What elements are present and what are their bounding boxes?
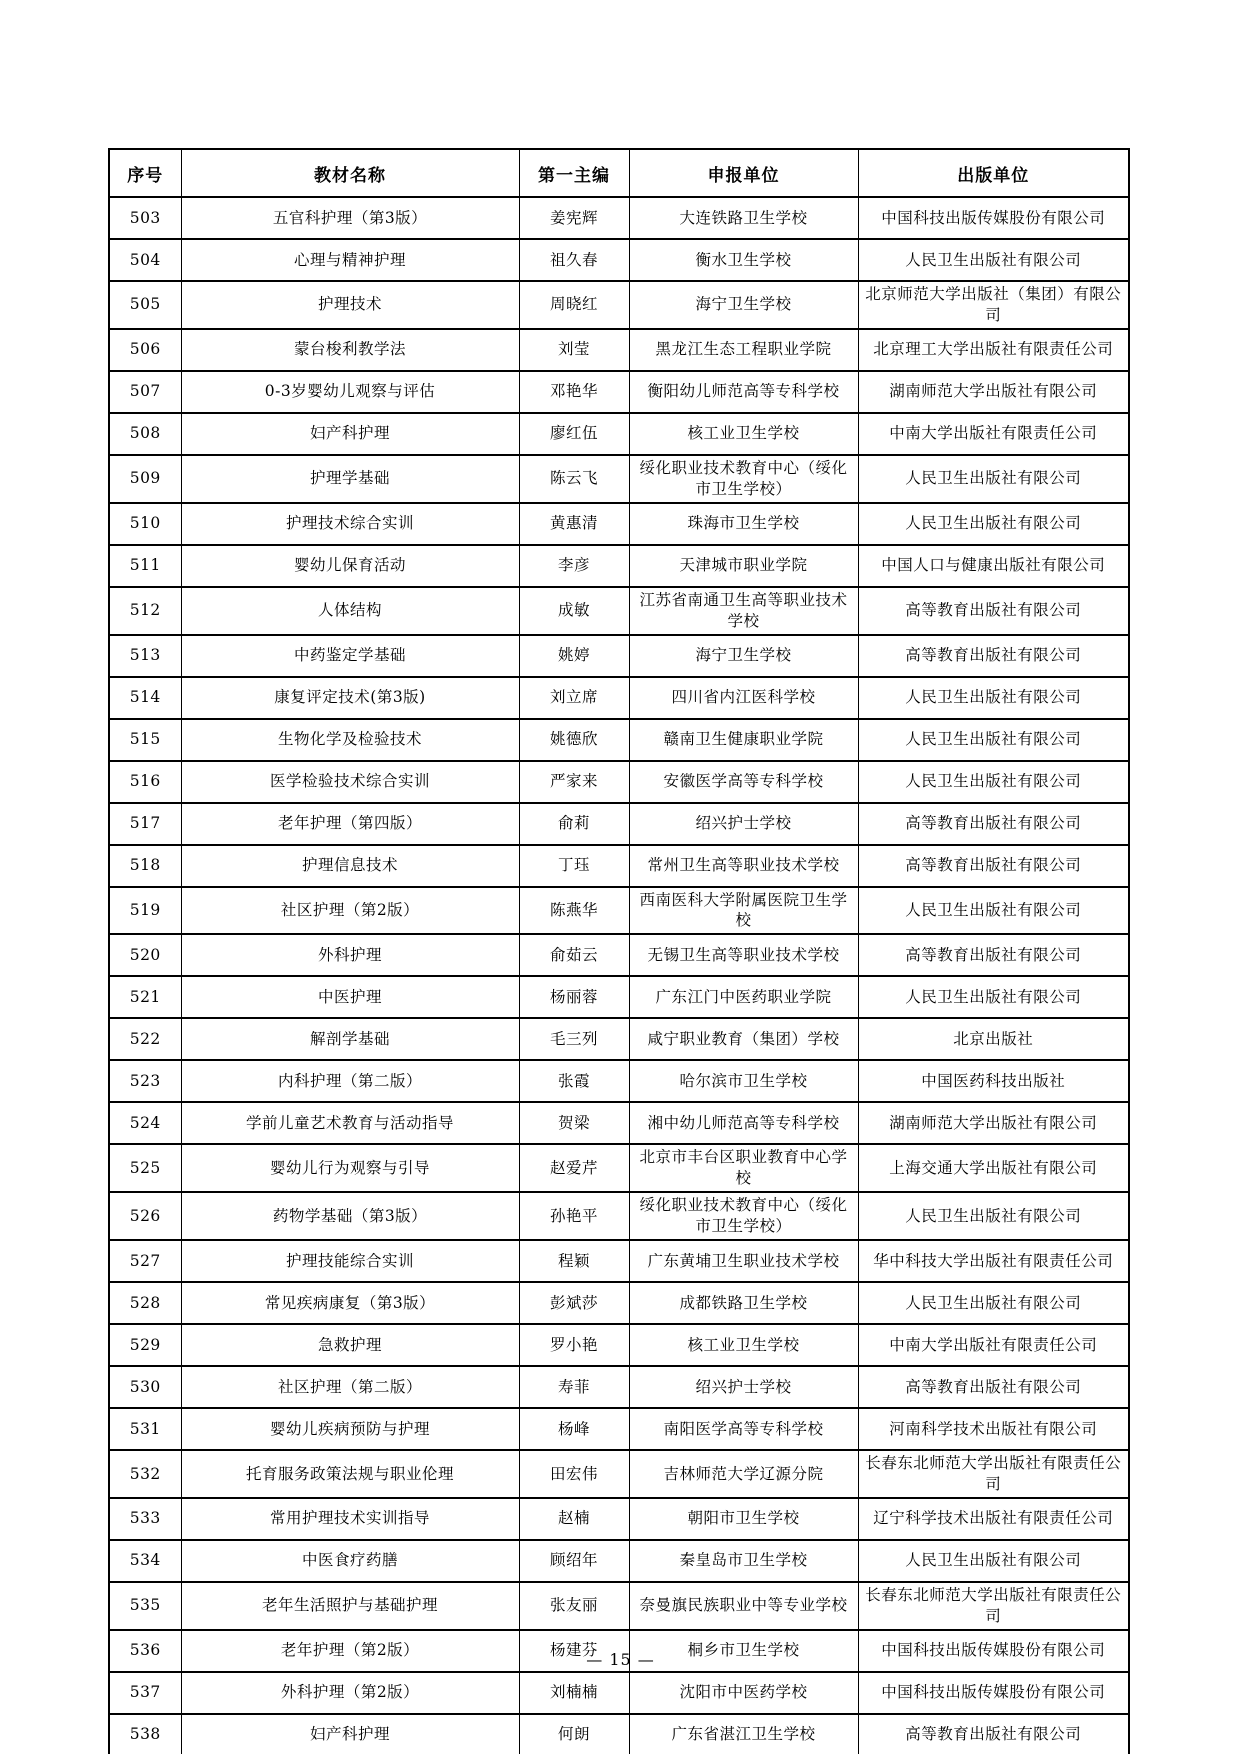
cell-applicant: 珠海市卫生学校 <box>629 503 858 545</box>
cell-editor: 成敏 <box>519 587 629 635</box>
cell-title: 生物化学及检验技术 <box>181 719 519 761</box>
cell-publisher: 人民卫生出版社有限公司 <box>858 503 1129 545</box>
table-row <box>109 1408 1129 1450</box>
table-row <box>109 887 1129 935</box>
table-row <box>109 413 1129 455</box>
table-row <box>109 503 1129 545</box>
table-row <box>109 719 1129 761</box>
cell-serial: 517 <box>109 803 181 845</box>
cell-serial: 532 <box>109 1450 181 1498</box>
cell-title: 妇产科护理 <box>181 1714 519 1754</box>
header-row <box>109 149 1129 197</box>
table-row <box>109 1672 1129 1714</box>
cell-publisher: 北京出版社 <box>858 1018 1129 1060</box>
cell-editor: 贺梁 <box>519 1102 629 1144</box>
cell-editor: 丁珏 <box>519 845 629 887</box>
table-row <box>109 1324 1129 1366</box>
cell-serial: 529 <box>109 1324 181 1366</box>
cell-title: 护理技术综合实训 <box>181 503 519 545</box>
cell-title: 婴幼儿疾病预防与护理 <box>181 1408 519 1450</box>
cell-applicant: 核工业卫生学校 <box>629 1324 858 1366</box>
table-row <box>109 587 1129 635</box>
cell-serial: 521 <box>109 976 181 1018</box>
table-row <box>109 1540 1129 1582</box>
cell-title: 护理技术 <box>181 281 519 329</box>
table-row <box>109 1498 1129 1540</box>
cell-publisher: 人民卫生出版社有限公司 <box>858 1282 1129 1324</box>
cell-applicant: 衡阳幼儿师范高等专科学校 <box>629 371 858 413</box>
cell-editor: 罗小艳 <box>519 1324 629 1366</box>
cell-editor: 周晓红 <box>519 281 629 329</box>
cell-editor: 赵爱芹 <box>519 1144 629 1192</box>
cell-publisher: 中国科技出版传媒股份有限公司 <box>858 1672 1129 1714</box>
cell-applicant: 绥化职业技术教育中心（绥化市卫生学校） <box>629 455 858 503</box>
cell-publisher: 高等教育出版社有限公司 <box>858 635 1129 677</box>
table-row <box>109 635 1129 677</box>
cell-editor: 邓艳华 <box>519 371 629 413</box>
cell-applicant: 大连铁路卫生学校 <box>629 197 858 239</box>
cell-publisher: 高等教育出版社有限公司 <box>858 934 1129 976</box>
cell-title: 中医食疗药膳 <box>181 1540 519 1582</box>
cell-title: 中医护理 <box>181 976 519 1018</box>
table-row <box>109 845 1129 887</box>
cell-applicant: 常州卫生高等职业技术学校 <box>629 845 858 887</box>
cell-publisher: 湖南师范大学出版社有限公司 <box>858 371 1129 413</box>
cell-applicant: 绍兴护士学校 <box>629 1366 858 1408</box>
cell-title: 老年生活照护与基础护理 <box>181 1582 519 1630</box>
cell-editor: 赵楠 <box>519 1498 629 1540</box>
table-row <box>109 1582 1129 1630</box>
cell-serial: 512 <box>109 587 181 635</box>
cell-applicant: 四川省内江医科学校 <box>629 677 858 719</box>
table-row <box>109 1714 1129 1754</box>
cell-serial: 505 <box>109 281 181 329</box>
header-publisher: 出版单位 <box>858 149 1129 197</box>
cell-title: 护理学基础 <box>181 455 519 503</box>
cell-editor: 俞莉 <box>519 803 629 845</box>
cell-editor: 程颖 <box>519 1240 629 1282</box>
cell-publisher: 上海交通大学出版社有限公司 <box>858 1144 1129 1192</box>
cell-applicant: 海宁卫生学校 <box>629 635 858 677</box>
cell-applicant: 无锡卫生高等职业技术学校 <box>629 934 858 976</box>
cell-publisher: 中国人口与健康出版社有限公司 <box>858 545 1129 587</box>
cell-applicant: 海宁卫生学校 <box>629 281 858 329</box>
cell-serial: 525 <box>109 1144 181 1192</box>
cell-applicant: 赣南卫生健康职业学院 <box>629 719 858 761</box>
cell-publisher: 中国医药科技出版社 <box>858 1060 1129 1102</box>
table-body <box>109 197 1129 1754</box>
cell-editor: 田宏伟 <box>519 1450 629 1498</box>
cell-serial: 522 <box>109 1018 181 1060</box>
cell-serial: 507 <box>109 371 181 413</box>
cell-title: 社区护理（第二版） <box>181 1366 519 1408</box>
cell-applicant: 黑龙江生态工程职业学院 <box>629 329 858 371</box>
cell-title: 0-3岁婴幼儿观察与评估 <box>181 371 519 413</box>
cell-title: 妇产科护理 <box>181 413 519 455</box>
cell-serial: 535 <box>109 1582 181 1630</box>
cell-applicant: 安徽医学高等专科学校 <box>629 761 858 803</box>
cell-serial: 536 <box>109 1630 181 1672</box>
cell-serial: 534 <box>109 1540 181 1582</box>
cell-serial: 526 <box>109 1192 181 1240</box>
cell-title: 社区护理（第2版） <box>181 887 519 935</box>
cell-serial: 520 <box>109 934 181 976</box>
cell-publisher: 人民卫生出版社有限公司 <box>858 719 1129 761</box>
cell-title: 老年护理（第2版） <box>181 1630 519 1672</box>
table-row <box>109 1366 1129 1408</box>
cell-editor: 祖久春 <box>519 239 629 281</box>
cell-applicant: 湘中幼儿师范高等专科学校 <box>629 1102 858 1144</box>
cell-editor: 彭斌莎 <box>519 1282 629 1324</box>
cell-editor: 何朗 <box>519 1714 629 1754</box>
cell-serial: 513 <box>109 635 181 677</box>
cell-publisher: 辽宁科学技术出版社有限责任公司 <box>858 1498 1129 1540</box>
cell-serial: 515 <box>109 719 181 761</box>
cell-editor: 姚德欣 <box>519 719 629 761</box>
table-row <box>109 197 1129 239</box>
cell-title: 心理与精神护理 <box>181 239 519 281</box>
cell-title: 蒙台梭利教学法 <box>181 329 519 371</box>
cell-serial: 519 <box>109 887 181 935</box>
table-row <box>109 761 1129 803</box>
table-row <box>109 329 1129 371</box>
cell-title: 婴幼儿保育活动 <box>181 545 519 587</box>
cell-applicant: 北京市丰台区职业教育中心学校 <box>629 1144 858 1192</box>
cell-editor: 毛三列 <box>519 1018 629 1060</box>
cell-serial: 523 <box>109 1060 181 1102</box>
cell-applicant: 广东省湛江卫生学校 <box>629 1714 858 1754</box>
cell-publisher: 高等教育出版社有限公司 <box>858 803 1129 845</box>
cell-serial: 514 <box>109 677 181 719</box>
cell-applicant: 核工业卫生学校 <box>629 413 858 455</box>
cell-serial: 533 <box>109 1498 181 1540</box>
table-row <box>109 1240 1129 1282</box>
cell-applicant: 奈曼旗民族职业中等专业学校 <box>629 1582 858 1630</box>
cell-editor: 廖红伍 <box>519 413 629 455</box>
cell-title: 托育服务政策法规与职业伦理 <box>181 1450 519 1498</box>
cell-title: 婴幼儿行为观察与引导 <box>181 1144 519 1192</box>
cell-editor: 刘莹 <box>519 329 629 371</box>
cell-serial: 516 <box>109 761 181 803</box>
cell-serial: 506 <box>109 329 181 371</box>
cell-publisher: 高等教育出版社有限公司 <box>858 1714 1129 1754</box>
table-row <box>109 803 1129 845</box>
cell-editor: 陈云飞 <box>519 455 629 503</box>
cell-editor: 杨建芬 <box>519 1630 629 1672</box>
cell-title: 康复评定技术(第3版) <box>181 677 519 719</box>
cell-title: 护理技能综合实训 <box>181 1240 519 1282</box>
cell-editor: 张友丽 <box>519 1582 629 1630</box>
cell-title: 老年护理（第四版） <box>181 803 519 845</box>
cell-publisher: 高等教育出版社有限公司 <box>858 1366 1129 1408</box>
cell-title: 解剖学基础 <box>181 1018 519 1060</box>
cell-serial: 524 <box>109 1102 181 1144</box>
cell-applicant: 西南医科大学附属医院卫生学校 <box>629 887 858 935</box>
table-row <box>109 677 1129 719</box>
cell-title: 医学检验技术综合实训 <box>181 761 519 803</box>
cell-publisher: 中国科技出版传媒股份有限公司 <box>858 1630 1129 1672</box>
table-row <box>109 1018 1129 1060</box>
cell-publisher: 人民卫生出版社有限公司 <box>858 239 1129 281</box>
cell-publisher: 高等教育出版社有限公司 <box>858 845 1129 887</box>
header-serial: 序号 <box>109 149 181 197</box>
cell-applicant: 江苏省南通卫生高等职业技术学校 <box>629 587 858 635</box>
table-row <box>109 1144 1129 1192</box>
table-row <box>109 239 1129 281</box>
cell-publisher: 长春东北师范大学出版社有限责任公司 <box>858 1582 1129 1630</box>
cell-editor: 李彦 <box>519 545 629 587</box>
cell-title: 常见疾病康复（第3版） <box>181 1282 519 1324</box>
cell-applicant: 秦皇岛市卫生学校 <box>629 1540 858 1582</box>
cell-serial: 503 <box>109 197 181 239</box>
cell-publisher: 中南大学出版社有限责任公司 <box>858 1324 1129 1366</box>
cell-editor: 姚婷 <box>519 635 629 677</box>
cell-applicant: 广东黄埔卫生职业技术学校 <box>629 1240 858 1282</box>
cell-publisher: 中国科技出版传媒股份有限公司 <box>858 197 1129 239</box>
page-number: — 15 — <box>586 1650 655 1669</box>
table-row <box>109 1282 1129 1324</box>
cell-serial: 538 <box>109 1714 181 1754</box>
cell-title: 人体结构 <box>181 587 519 635</box>
cell-serial: 527 <box>109 1240 181 1282</box>
cell-title: 药物学基础（第3版） <box>181 1192 519 1240</box>
cell-applicant: 衡水卫生学校 <box>629 239 858 281</box>
cell-serial: 537 <box>109 1672 181 1714</box>
cell-applicant: 绥化职业技术教育中心（绥化市卫生学校） <box>629 1192 858 1240</box>
cell-editor: 黄惠清 <box>519 503 629 545</box>
cell-publisher: 华中科技大学出版社有限责任公司 <box>858 1240 1129 1282</box>
cell-title: 外科护理（第2版） <box>181 1672 519 1714</box>
table-row <box>109 1192 1129 1240</box>
cell-publisher: 湖南师范大学出版社有限公司 <box>858 1102 1129 1144</box>
cell-title: 学前儿童艺术教育与活动指导 <box>181 1102 519 1144</box>
cell-title: 五官科护理（第3版） <box>181 197 519 239</box>
cell-serial: 509 <box>109 455 181 503</box>
table-row <box>109 371 1129 413</box>
cell-applicant: 绍兴护士学校 <box>629 803 858 845</box>
cell-publisher: 中南大学出版社有限责任公司 <box>858 413 1129 455</box>
cell-serial: 511 <box>109 545 181 587</box>
cell-serial: 518 <box>109 845 181 887</box>
table-row <box>109 934 1129 976</box>
cell-editor: 严家来 <box>519 761 629 803</box>
cell-editor: 张霞 <box>519 1060 629 1102</box>
cell-editor: 杨丽蓉 <box>519 976 629 1018</box>
cell-publisher: 长春东北师范大学出版社有限责任公司 <box>858 1450 1129 1498</box>
cell-editor: 俞茹云 <box>519 934 629 976</box>
cell-applicant: 吉林师范大学辽源分院 <box>629 1450 858 1498</box>
table-row <box>109 1450 1129 1498</box>
table-row <box>109 281 1129 329</box>
cell-title: 常用护理技术实训指导 <box>181 1498 519 1540</box>
table-row <box>109 455 1129 503</box>
cell-publisher: 人民卫生出版社有限公司 <box>858 1192 1129 1240</box>
cell-editor: 顾绍年 <box>519 1540 629 1582</box>
cell-title: 内科护理（第二版） <box>181 1060 519 1102</box>
cell-publisher: 人民卫生出版社有限公司 <box>858 1540 1129 1582</box>
cell-title: 中药鉴定学基础 <box>181 635 519 677</box>
cell-serial: 510 <box>109 503 181 545</box>
cell-applicant: 哈尔滨市卫生学校 <box>629 1060 858 1102</box>
table-header <box>109 149 1129 197</box>
cell-applicant: 咸宁职业教育（集团）学校 <box>629 1018 858 1060</box>
cell-publisher: 人民卫生出版社有限公司 <box>858 677 1129 719</box>
cell-serial: 508 <box>109 413 181 455</box>
cell-editor: 孙艳平 <box>519 1192 629 1240</box>
cell-title: 护理信息技术 <box>181 845 519 887</box>
cell-applicant: 桐乡市卫生学校 <box>629 1630 858 1672</box>
cell-editor: 刘楠楠 <box>519 1672 629 1714</box>
cell-publisher: 北京师范大学出版社（集团）有限公司 <box>858 281 1129 329</box>
cell-applicant: 成都铁路卫生学校 <box>629 1282 858 1324</box>
cell-serial: 531 <box>109 1408 181 1450</box>
table-row <box>109 976 1129 1018</box>
cell-editor: 寿菲 <box>519 1366 629 1408</box>
cell-publisher: 人民卫生出版社有限公司 <box>858 761 1129 803</box>
header-editor: 第一主编 <box>519 149 629 197</box>
textbook-table <box>108 148 1130 1754</box>
cell-editor: 杨峰 <box>519 1408 629 1450</box>
table-row <box>109 545 1129 587</box>
cell-editor: 姜宪辉 <box>519 197 629 239</box>
cell-applicant: 南阳医学高等专科学校 <box>629 1408 858 1450</box>
cell-applicant: 沈阳市中医药学校 <box>629 1672 858 1714</box>
cell-serial: 528 <box>109 1282 181 1324</box>
cell-editor: 刘立席 <box>519 677 629 719</box>
cell-publisher: 人民卫生出版社有限公司 <box>858 455 1129 503</box>
cell-title: 急救护理 <box>181 1324 519 1366</box>
cell-publisher: 高等教育出版社有限公司 <box>858 587 1129 635</box>
cell-applicant: 天津城市职业学院 <box>629 545 858 587</box>
header-title: 教材名称 <box>181 149 519 197</box>
cell-publisher: 北京理工大学出版社有限责任公司 <box>858 329 1129 371</box>
cell-serial: 530 <box>109 1366 181 1408</box>
cell-serial: 504 <box>109 239 181 281</box>
cell-publisher: 河南科学技术出版社有限公司 <box>858 1408 1129 1450</box>
table-row <box>109 1102 1129 1144</box>
header-applicant: 申报单位 <box>629 149 858 197</box>
table-row <box>109 1060 1129 1102</box>
cell-editor: 陈燕华 <box>519 887 629 935</box>
cell-publisher: 人民卫生出版社有限公司 <box>858 976 1129 1018</box>
cell-applicant: 广东江门中医药职业学院 <box>629 976 858 1018</box>
cell-publisher: 人民卫生出版社有限公司 <box>858 887 1129 935</box>
cell-applicant: 朝阳市卫生学校 <box>629 1498 858 1540</box>
cell-title: 外科护理 <box>181 934 519 976</box>
